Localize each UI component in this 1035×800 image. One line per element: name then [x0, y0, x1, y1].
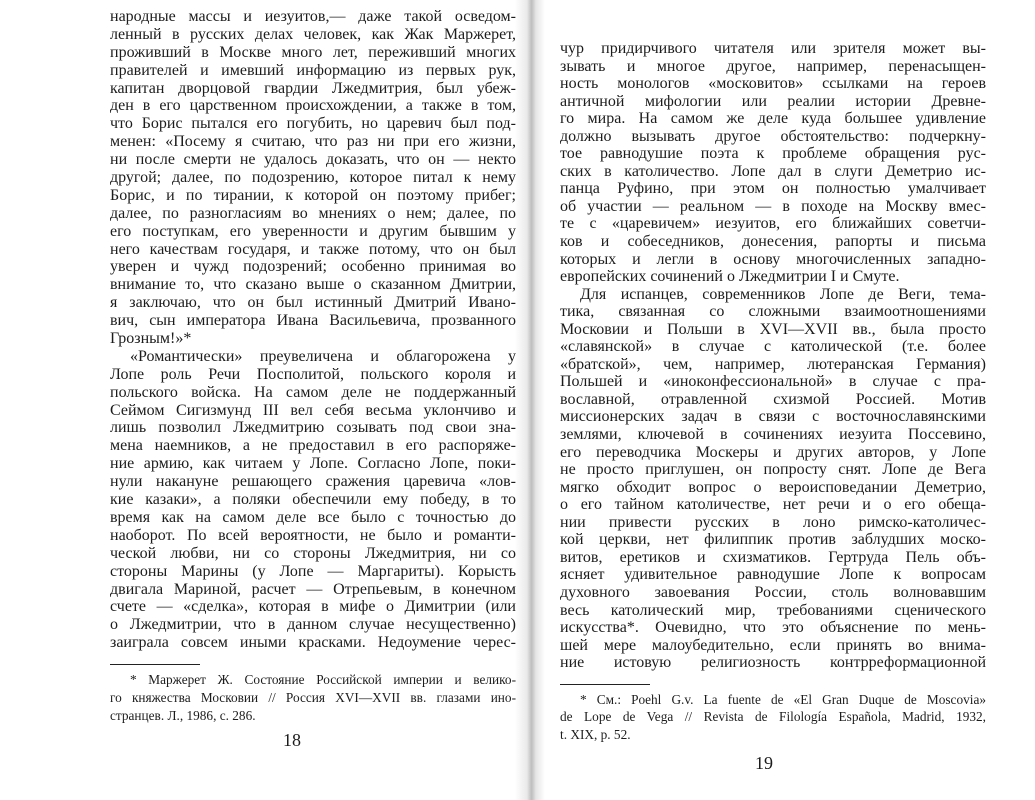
text-line: мена наемников, а не предоставил в его распоряже- — [110, 437, 516, 455]
text-line: не просто приглушен, он попросту снят. Лопе де Вега — [560, 461, 986, 479]
text-line: землями, ключевой в сочинениях иезуита Поссевино, — [560, 426, 986, 444]
text-line: «славянской» в случае с католической (т.е. более — [560, 338, 986, 356]
text-line: вославной, отравленной схизмой Россией. Мотив — [560, 390, 986, 408]
paragraph — [110, 348, 516, 652]
text-line: ческой любви, ни со стороны Лжедмитрия, ни со — [110, 544, 516, 562]
text-line: кой церкви, нет филиппик против заблудших моско- — [560, 531, 986, 549]
text-line: польского войска. На самом деле не поддержанный — [110, 383, 516, 401]
page-left — [110, 8, 516, 725]
text-line: нии привести русских в лоно римско-католичес- — [560, 513, 986, 531]
paragraph — [560, 286, 986, 672]
footnote — [560, 691, 986, 744]
text-line: го мира. На самом же деле куда большее удивление — [560, 110, 986, 128]
page-right — [560, 40, 986, 743]
text-line: менен: «Посему я считаю, что раз ни при его жизни, — [110, 133, 516, 151]
text-line: миссионерских задач в связи с восточнославянскими — [560, 408, 986, 426]
text-line: которых и легли в основу многочисленных западно- — [560, 250, 986, 268]
text-line: него качествам государя, и также потому, что он был — [110, 240, 516, 258]
text-line: правителей и имевший информацию из первых рук, — [110, 61, 516, 79]
text-line: заиграла совсем иными красками. Недоумение черес- — [110, 634, 516, 652]
text-line: ден в его царственном происхождении, а также в том, — [110, 97, 516, 115]
text-line: двигала Мариной, расчет — Отрепьевым, в конечном — [110, 580, 516, 598]
text-line: античной мифологии или реалии истории Древне- — [560, 92, 986, 110]
text-line: тое равнодушие поэта к проблеме обращения рус- — [560, 145, 986, 163]
text-line: Московии и Польши в XVI—XVII вв., была просто — [560, 320, 986, 338]
text-line: его поступкам, его уверенности и другим бывшим у — [110, 222, 516, 240]
text-line: ние истовую религиозность контрреформационной — [560, 654, 986, 672]
footnote-line: * Маржерет Ж. Состояние Российской империи и велико- — [130, 672, 516, 688]
text-line: Борис, и по тирании, к которой он поэтому прибег; — [110, 186, 516, 204]
text-line: те с «царевичем» иезуитов, его ближайших советчи- — [560, 215, 986, 233]
text-line: счете — «сделка», которая в мифе о Димитрии (или — [110, 598, 516, 616]
text-line: уверен и чужд подозрений; особенно принимая во — [110, 258, 516, 276]
text-line: тика, связанная со сложными взаимоотношениями — [560, 303, 986, 321]
paragraph — [560, 40, 986, 286]
footnote-line: de Lope de Vega // Revista de Filología Española, Madrid, 1932, — [560, 709, 986, 725]
page-body — [110, 8, 516, 652]
text-line: мягко обходит вопрос о вероисповедании Деметрио, — [560, 478, 986, 496]
text-line: капитан дворцовой гвардии Лжедмитрия, был убеж- — [110, 79, 516, 97]
text-line: нули накануне решающего сражения царевича «лов- — [110, 473, 516, 491]
text-line: ских в католичество. Лопе дал в слуги Деметрио ис- — [560, 162, 986, 180]
text-line: витов, еретиков и схизматиков. Гертруда Пель объ- — [560, 548, 986, 566]
text-line: народные массы и иезуитов,— даже такой осведом- — [110, 8, 516, 25]
text-line: ни после смерти не удалось доказать, что он — некто — [110, 151, 516, 169]
footnote-divider — [110, 664, 200, 665]
text-line: стороны Марины (у Лопе — Маргариты). Корысть — [110, 562, 516, 580]
text-line: кие казаки», а поляки обеспечили ему победу, в то — [110, 491, 516, 509]
text-line: ность монологов «московитов» ссылками на героев — [560, 75, 986, 93]
text-line: «Романтически» преувеличена и облагорожена у — [130, 347, 516, 365]
text-line: Сеймом Сигизмунд III вел себя весьма уклончиво и — [110, 401, 516, 419]
text-line: должно вызывать другое обстоятельство: подчеркну- — [560, 127, 986, 145]
text-line: лишь позволил Лжедмитрию созывать под свои зна- — [110, 419, 516, 437]
text-line: Для испанцев, современников Лопе де Веги, тема- — [580, 285, 986, 303]
text-line: о его тайном католичестве, нет речи и о его обеща- — [560, 496, 986, 514]
text-line: другой; далее, по подозрению, которое питал к нему — [110, 169, 516, 187]
text-line: европейских сочинений о Лжедмитрии I и Смуте. — [560, 268, 900, 286]
text-line: искусства*. Очевидно, что это объяснение по мень- — [560, 619, 986, 637]
text-line: вич, сын императора Ивана Васильевича, прозванного — [110, 312, 516, 330]
paragraph — [110, 8, 516, 348]
text-line: что Борис пытался его погубить, но царевич был под- — [110, 115, 516, 133]
text-line: шей мере малоубедительно, если принять во внима- — [560, 636, 986, 654]
page-number-right: 19 — [755, 753, 773, 773]
text-line: его переводчика Москеры и других авторов, у Лопе — [560, 443, 986, 461]
footnote-line: странцев. Л., 1986, с. 286. — [110, 707, 256, 723]
text-line: ков и собеседников, донесения, рапорты и письма — [560, 233, 986, 251]
text-line: чур придирчивого читателя или зрителя может вы- — [560, 40, 986, 57]
text-line: «братской», чем, например, лютеранская Германия) — [560, 355, 986, 373]
text-line: весь католический мир, требованиями сценического — [560, 601, 986, 619]
text-line: панца Руфино, при этом он полностью умалчивает — [560, 180, 986, 198]
text-line: я заключаю, что он был истинный Дмитрий Ивано- — [110, 294, 516, 312]
footnote-divider — [560, 684, 650, 685]
text-line: ясняет удивительное равнодушие Лопе к вопросам — [560, 566, 986, 584]
footnote-line: * См.: Poehl G.v. La fuente de «El Gran Duque de Moscovia» — [580, 691, 986, 707]
page-body — [560, 40, 986, 672]
text-line: Польшей и «иноконфессиональной» в случае с пра- — [560, 373, 986, 391]
page-number-left: 18 — [283, 730, 301, 750]
text-line: об участии — реальном — в походе на Москву вмес- — [560, 197, 986, 215]
text-line: о Лжедмитрии, что в данном случае несущественно) — [110, 616, 516, 634]
text-line: ленный в русских делах человек, как Жак Маржерет, — [110, 25, 516, 43]
text-line: духовного завоевания России, столь волновавшим — [560, 583, 986, 601]
text-line: внимание то, что сказано выше о сказанном Дмитрии, — [110, 276, 516, 294]
text-line: Лопе роль Речи Посполитой, польского короля и — [110, 365, 516, 383]
book-gutter — [515, 0, 545, 800]
text-line: проживший в Москве много лет, переживший многих — [110, 43, 516, 61]
footnote-line: го княжества Московии // Россия XVI—XVII вв. глазами ино- — [110, 689, 516, 705]
text-line: время как на самом деле все было с точностью до — [110, 508, 516, 526]
text-line: зывать и многое другое, например, перенасыщен- — [560, 57, 986, 75]
text-line: наоборот. По всей вероятности, не было и романти- — [110, 526, 516, 544]
text-line: ние армию, как читаем у Лопе. Согласно Лопе, поки- — [110, 455, 516, 473]
text-line: далее, по разногласиям во мнениях о нем; далее, по — [110, 204, 516, 222]
footnote — [110, 671, 516, 725]
footnote-line: t. XIX, p. 52. — [560, 726, 631, 742]
text-line: Грозным!»* — [110, 330, 192, 348]
